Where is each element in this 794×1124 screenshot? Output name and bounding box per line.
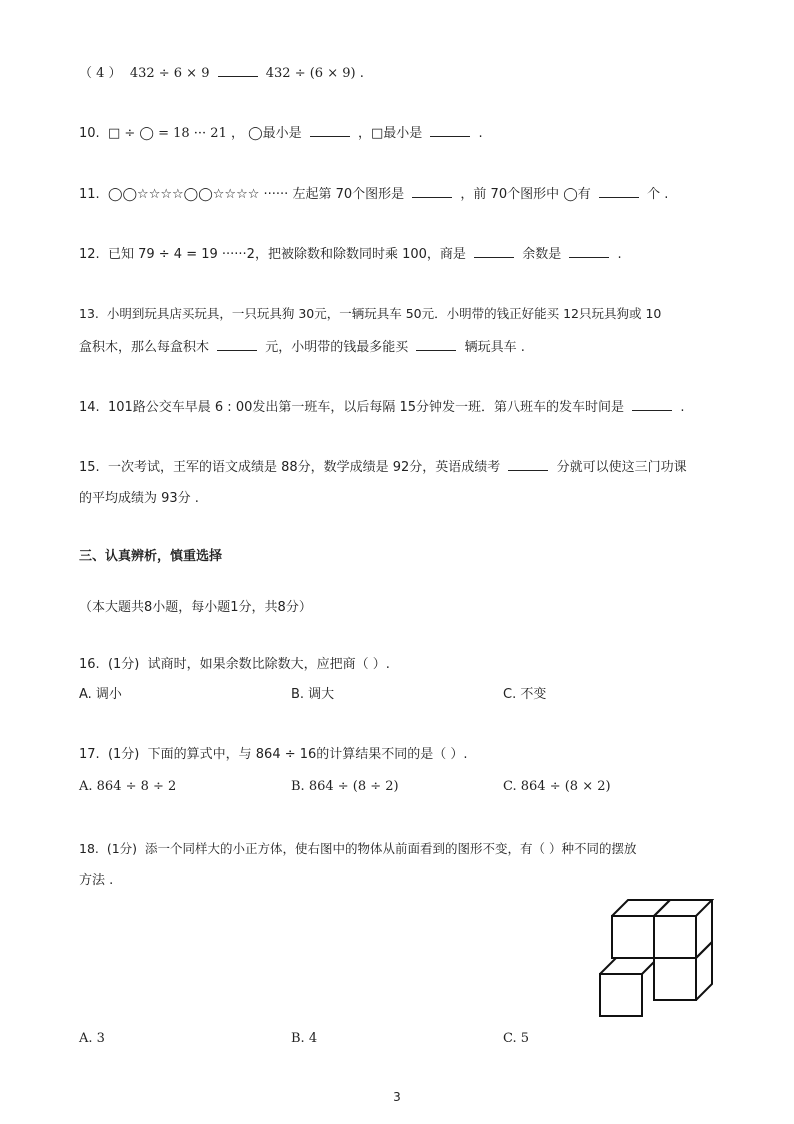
question-12 bbox=[79, 245, 622, 264]
q18-stem: 添一个同样大的小正方体，使右图中的物体从前面看到的图形不变，有（ ）种不同的摆放 bbox=[145, 841, 637, 856]
question-11 bbox=[79, 185, 668, 204]
q13-text-line-1: 小明到玩具店买玩具，一只玩具狗 30元，一辆玩具车 50元．小明带的钱正好能买 12只玩具狗或 10 bbox=[106, 306, 662, 321]
section-3-note: （本大题共8小题，每小题1分，共8分） bbox=[79, 600, 312, 615]
q17-option-c[interactable]: C. 864 ÷ (8 × 2) bbox=[503, 779, 611, 794]
q14-blank[interactable] bbox=[632, 398, 672, 411]
q16-score: (1分) bbox=[107, 657, 140, 672]
q17-stem: 下面的算式中，与 864 ÷ 16的计算结果不同的是（ ）. bbox=[147, 747, 468, 762]
q11-text-1: 左起第 70个图形是 bbox=[292, 187, 405, 202]
q15-text-line-2: 的平均成绩为 93分 . bbox=[79, 491, 199, 506]
q10-expression: □ ÷ ◯ = 18 ··· 21 ， bbox=[107, 126, 244, 141]
q16-stem: 试商时，如果余数比除数大，应把商（ ）. bbox=[147, 657, 390, 672]
q18-score: (1分) bbox=[106, 841, 138, 856]
q14-text-1: 101路公交车早晨 6 : 00发出第一班车，以后每隔 15分钟发一班．第八班车的发车时间是 bbox=[107, 400, 625, 415]
q16-number: 16. bbox=[79, 657, 100, 672]
q12-text-3: . bbox=[617, 247, 622, 262]
q12-text-1: 已知 79 ÷ 4 = 19 ······2，把被除数和除数同时乘 100，商是 bbox=[107, 247, 466, 262]
page-number: 3 bbox=[393, 1090, 401, 1104]
q17-score: (1分) bbox=[107, 747, 140, 762]
q13-number: 13. bbox=[79, 306, 99, 321]
q11-text-3: 个 . bbox=[647, 187, 669, 202]
q4-right-expr: 432 ÷ (6 × 9) . bbox=[265, 66, 364, 81]
q11-number: 11. bbox=[79, 187, 100, 202]
question-16 bbox=[79, 656, 390, 674]
question-15-line-1 bbox=[79, 458, 687, 477]
q13-blank-1[interactable] bbox=[217, 338, 257, 351]
q15-number: 15. bbox=[79, 460, 100, 475]
bottom-right-cube bbox=[654, 942, 712, 1000]
q12-blank-2[interactable] bbox=[569, 245, 609, 258]
q13-blank-2[interactable] bbox=[416, 338, 456, 351]
bottom-left-cube bbox=[600, 958, 654, 1016]
q12-text-2: 余数是 bbox=[522, 247, 562, 262]
question-18-line-1 bbox=[79, 840, 637, 858]
q13-text-2c: 辆玩具车 . bbox=[464, 340, 525, 355]
q16-option-a[interactable]: A. 调小 bbox=[79, 687, 122, 702]
question-13-line-1 bbox=[79, 305, 661, 323]
q4-label: （ 4 ） bbox=[79, 66, 122, 81]
q13-text-2b: 元，小明带的钱最多能买 bbox=[265, 340, 409, 355]
q12-number: 12. bbox=[79, 247, 100, 262]
q13-text-2a: 盒积木，那么每盒积木 bbox=[79, 340, 210, 355]
question-10 bbox=[79, 124, 483, 143]
question-17 bbox=[79, 746, 468, 764]
q10-number: 10. bbox=[79, 126, 100, 141]
q11-shape-sequence: ◯◯☆☆☆☆◯◯☆☆☆☆ ······ bbox=[107, 187, 289, 202]
q15-text-1: 一次考试，王军的语文成绩是 88分，数学成绩是 92分，英语成绩考 bbox=[107, 460, 501, 475]
q11-text-2: ，前 70个图形中 ◯有 bbox=[460, 187, 591, 202]
q10-blank-2[interactable] bbox=[430, 124, 470, 137]
question-13-line-2 bbox=[79, 338, 525, 357]
cube-stack-figure bbox=[598, 898, 714, 1020]
q17-number: 17. bbox=[79, 747, 100, 762]
q10-blank-1[interactable] bbox=[310, 124, 350, 137]
q4-left-expr: 432 ÷ 6 × 9 bbox=[129, 66, 210, 81]
q14-number: 14. bbox=[79, 400, 100, 415]
section-3-title: 三、认真辨析，慎重选择 bbox=[79, 549, 223, 564]
q17-option-b[interactable]: B. 864 ÷ (8 ÷ 2) bbox=[291, 779, 399, 794]
q18-option-c[interactable]: C. 5 bbox=[503, 1031, 530, 1046]
q14-text-2: . bbox=[680, 400, 685, 415]
q10-text-2: ，□最小是 bbox=[357, 126, 423, 141]
q16-option-c[interactable]: C. 不变 bbox=[503, 687, 547, 702]
q10-text-3: . bbox=[478, 126, 483, 141]
q16-option-b[interactable]: B. 调大 bbox=[291, 687, 335, 702]
q15-text-2: 分就可以使这三门功课 bbox=[556, 460, 687, 475]
question-15-line-2 bbox=[79, 490, 199, 508]
q11-blank-1[interactable] bbox=[412, 185, 452, 198]
q10-text-1: ◯最小是 bbox=[248, 126, 302, 141]
q18-option-a[interactable]: A. 3 bbox=[79, 1031, 105, 1046]
q17-option-a[interactable]: A. 864 ÷ 8 ÷ 2 bbox=[79, 779, 177, 794]
q15-blank[interactable] bbox=[508, 458, 548, 471]
q12-blank-1[interactable] bbox=[474, 245, 514, 258]
question-4 bbox=[79, 64, 364, 83]
q18-option-b[interactable]: B. 4 bbox=[291, 1031, 318, 1046]
question-14 bbox=[79, 398, 684, 417]
question-18-line-2: 方法 . bbox=[79, 873, 114, 888]
q11-blank-2[interactable] bbox=[599, 185, 639, 198]
q18-number: 18. bbox=[79, 841, 99, 856]
q4-answer-blank[interactable] bbox=[218, 64, 258, 77]
